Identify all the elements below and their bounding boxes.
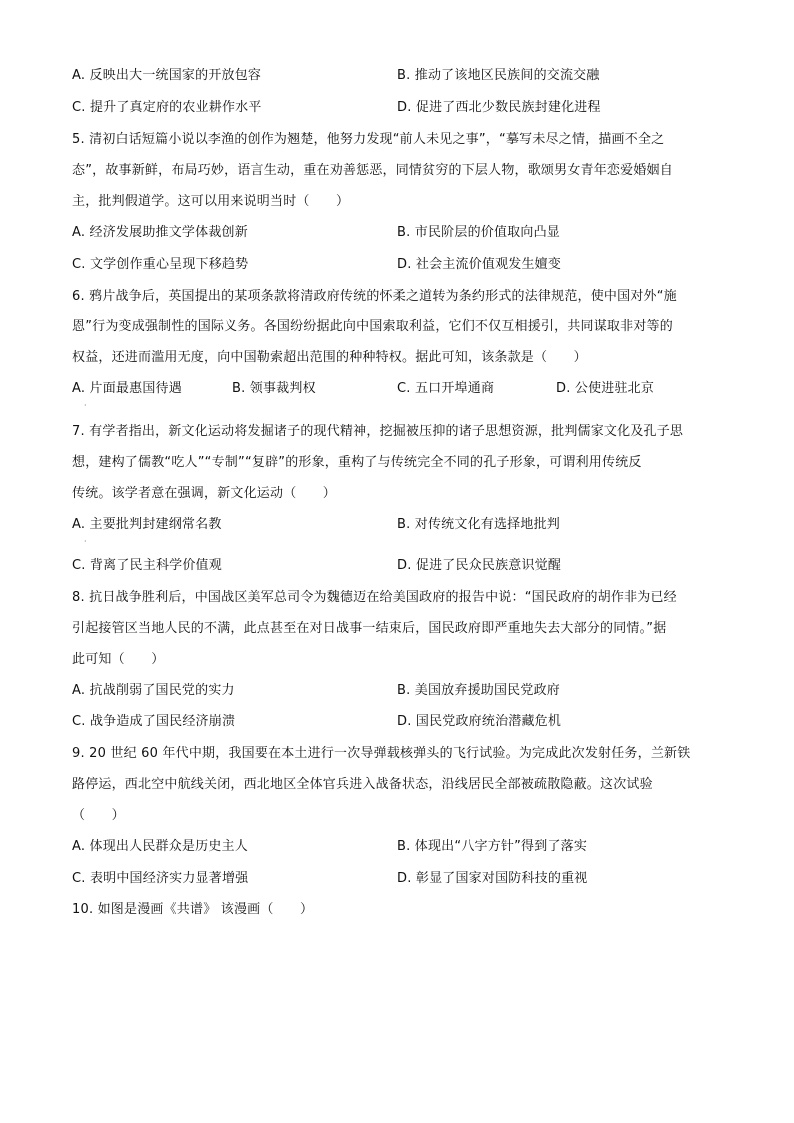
q9-option-b: B. 体现出“八字方针”得到了落实 [397, 839, 588, 854]
q6-option-a: A. 片面最惠国待遇 [72, 381, 182, 396]
stray-mark: · [84, 401, 87, 410]
q5-option-b: B. 市民阶层的价值取向凸显 [397, 225, 560, 240]
q8-option-c: C. 战争造成了国民经济崩溃 [72, 714, 236, 729]
q6-option-d: D. 公使进驻北京 [556, 381, 655, 396]
q6-stem-line-1: 6. 鸦片战争后，英国提出的某项条款将清政府传统的怀柔之道转为条约形式的法律规范，使中国对外“施 [72, 289, 677, 304]
q7-stem-line-1: 7. 有学者指出，新文化运动将发掘诸子的现代精神，挖掘被压抑的诸子思想资源，批判儒家文化及孔子思 [72, 424, 684, 439]
q8-option-d: D. 国民党政府统治潜藏危机 [397, 714, 562, 729]
q6-stem-line-3: 权益，还进而滥用无度，向中国勒索超出范围的种种特权。据此可知，该条款是（ ） [72, 350, 587, 365]
q9-option-a: A. 体现出人民群众是历史主人 [72, 839, 248, 854]
q5-option-c: C. 文学创作重心呈现下移趋势 [72, 257, 249, 272]
q7-option-c: C. 背离了民主科学价值观 [72, 558, 222, 573]
q4-option-b: B. 推动了该地区民族间的交流交融 [397, 68, 600, 83]
q8-stem-line-1: 8. 抗日战争胜利后，中国战区美军总司令为魏德迈在给美国政府的报告中说：“国民政府的胡作非为已经 [72, 590, 677, 605]
q9-stem-line-3: （ ） [72, 808, 125, 823]
q7-stem-line-3: 传统。该学者意在强调，新文化运动（ ） [72, 486, 337, 501]
q6-option-b: B. 领事裁判权 [232, 381, 316, 396]
q7-option-b: B. 对传统文化有选择地批判 [397, 517, 560, 532]
q7-option-a: A. 主要批判封建纲常名教 [72, 517, 222, 532]
q8-option-a: A. 抗战削弱了国民党的实力 [72, 683, 235, 698]
q8-stem-line-3: 此可知（ ） [72, 652, 165, 667]
q6-stem-line-2: 恩”行为变成强制性的国际义务。各国纷纷据此向中国索取利益，它们不仅互相援引，共同谋取非对等的 [72, 319, 673, 334]
q4-option-c: C. 提升了真定府的农业耕作水平 [72, 100, 262, 115]
q5-option-d: D. 社会主流价值观发生嬗变 [397, 257, 562, 272]
q9-option-d: D. 彰显了国家对国防科技的重视 [397, 871, 588, 886]
q6-option-c: C. 五口开埠通商 [397, 381, 495, 396]
q4-option-a: A. 反映出大一统国家的开放包容 [72, 68, 262, 83]
q4-option-d: D. 促进了西北少数民族封建化进程 [397, 100, 601, 115]
stray-mark: · [84, 537, 87, 546]
q8-option-b: B. 美国放弃援助国民党政府 [397, 683, 560, 698]
q5-stem-line-2: 态”，故事新鲜，布局巧妙，语言生动，重在劝善惩恶，同情贫穷的下层人物，歌颂男女青年恋爱婚姻自 [72, 163, 673, 178]
q9-stem-line-2: 路停运，西北空中航线关闭，西北地区全体官兵进入战备状态，沿线居民全部被疏散隐蔽。这次试验 [72, 777, 653, 792]
q7-option-d: D. 促进了民众民族意识觉醒 [397, 558, 562, 573]
q5-option-a: A. 经济发展助推文学体裁创新 [72, 225, 248, 240]
q10-stem-line-1: 10. 如图是漫画《共谱》 该漫画（ ） [72, 902, 314, 917]
q8-stem-line-2: 引起接管区当地人民的不满，此点甚至在对日战事一结束后，国民政府即严重地失去大部分的同情。”据 [72, 621, 667, 636]
q5-stem-line-1: 5. 清初白话短篇小说以李渔的创作为翘楚，他努力发现“前人未见之事”，“摹写未尽之情，描画不全之 [72, 132, 665, 147]
q5-stem-line-3: 主，批判假道学。这可以用来说明当时（ ） [72, 194, 350, 209]
q7-stem-line-2: 想，建构了儒教“吃人”“专制”“复辟”的形象，重构了与传统完全不同的孔子形象，可谓利用传统反 [72, 455, 642, 470]
q9-option-c: C. 表明中国经济实力显著增强 [72, 871, 249, 886]
q9-stem-line-1: 9. 20 世纪 60 年代中期，我国要在本土进行一次导弹载核弹头的飞行试验。为完成此次发射任务，兰新铁 [72, 746, 691, 761]
